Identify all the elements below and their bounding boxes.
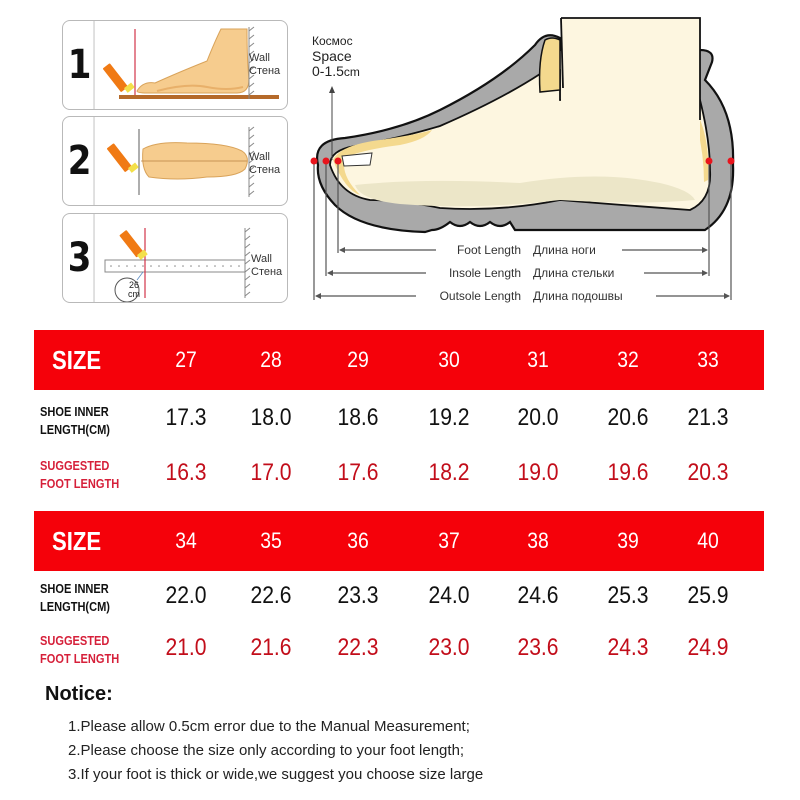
size-cell: 32 (617, 347, 639, 372)
inner-length-cell: 18.0 (250, 404, 292, 431)
foot-length-cell: 22.3 (337, 634, 379, 661)
foot-length-label-ru: Длина ноги (533, 243, 596, 257)
size-cell: 30 (438, 347, 460, 372)
inner-length-cell: 18.6 (337, 404, 379, 431)
measurement-badge-text: 26 cm (128, 280, 140, 299)
inner-length-cell: 17.3 (165, 404, 207, 431)
shoe-inner-length-label: SHOE INNER LENGTH(CM) (40, 404, 110, 437)
shoe-cross-section-diagram (300, 10, 750, 310)
inner-length-cell: 22.6 (250, 582, 292, 609)
measure-step-1 (62, 20, 288, 110)
inner-length-cell: 19.2 (428, 404, 470, 431)
step-number: 2 (66, 117, 95, 205)
suggested-foot-length-label: SUGGESTED FOOT LENGTH (40, 458, 120, 491)
insole-length-label-ru: Длина стельки (533, 266, 615, 280)
size-cell: 40 (697, 528, 719, 553)
step-number: 3 (66, 214, 95, 302)
pencil-icon (103, 63, 135, 93)
foot-length-cell: 24.3 (607, 634, 649, 661)
foot-length-label-en: Foot Length (456, 243, 521, 257)
size-cell: 38 (527, 528, 549, 553)
suggested-foot-length-label: SUGGESTED FOOT LENGTH (40, 633, 120, 666)
size-cell: 29 (347, 347, 369, 372)
size-cell: 31 (527, 347, 549, 372)
shoe-inner-length-label: SHOE INNER LENGTH(CM) (40, 581, 110, 614)
size-cell: 36 (347, 528, 369, 553)
size-cell: 37 (438, 528, 460, 553)
inner-length-cell: 24.6 (517, 582, 559, 609)
size-label: SIZE (52, 526, 102, 556)
foot-length-cell: 20.3 (687, 459, 729, 486)
size-cell: 33 (697, 347, 719, 372)
foot-length-cell: 19.0 (517, 459, 559, 486)
notice-item-2: 2.Please choose the size only according to your foot length; (68, 742, 465, 759)
inner-length-cell: 24.0 (428, 582, 470, 609)
size-cell: 35 (260, 528, 282, 553)
size-header-row-1 (34, 330, 764, 390)
size-cell: 28 (260, 347, 282, 372)
size-cell: 39 (617, 528, 639, 553)
inner-length-cell: 23.3 (337, 582, 379, 609)
inner-length-cell: 25.9 (687, 582, 729, 609)
wall-label: Wall Стена (249, 151, 281, 176)
foot-length-cell: 19.6 (607, 459, 649, 486)
size-label: SIZE (52, 345, 102, 375)
toe-space-label: Космос Space 0-1.5cm (312, 34, 360, 79)
foot-length-cell: 24.9 (687, 634, 729, 661)
measure-step-2 (62, 116, 288, 206)
foot-length-cell: 18.2 (428, 459, 470, 486)
foot-length-cell: 17.0 (250, 459, 292, 486)
foot-length-cell: 16.3 (165, 459, 207, 486)
step-number: 1 (66, 21, 95, 109)
wall-label: Wall Стена (251, 253, 283, 278)
notice-title: Notice: (45, 683, 113, 705)
inner-length-cell: 25.3 (607, 582, 649, 609)
inner-length-cell: 20.6 (607, 404, 649, 431)
insole-length-label-en: Insole Length (448, 266, 521, 280)
inner-length-cell: 22.0 (165, 582, 207, 609)
size-header-row-2 (34, 511, 764, 571)
foot-length-cell: 23.6 (517, 634, 559, 661)
foot-length-cell: 21.0 (165, 634, 207, 661)
outsole-length-label-ru: Длина подошвы (533, 289, 623, 303)
measure-step-3 (62, 213, 288, 303)
foot-length-cell: 17.6 (337, 459, 379, 486)
wall-label: Wall Стена (249, 52, 281, 77)
outsole-length-label-en: Outsole Length (439, 289, 521, 303)
size-cell: 34 (175, 528, 197, 553)
foot-length-cell: 21.6 (250, 634, 292, 661)
pencil-icon (119, 230, 148, 260)
inner-length-cell: 21.3 (687, 404, 729, 431)
notice-item-1: 1.Please allow 0.5cm error due to the Manual Measurement; (68, 718, 470, 735)
size-cell: 27 (175, 347, 197, 372)
pencil-icon (107, 143, 139, 173)
notice-item-3: 3.If your foot is thick or wide,we suggest you choose size large (68, 766, 484, 783)
foot-length-cell: 23.0 (428, 634, 470, 661)
inner-length-cell: 20.0 (517, 404, 559, 431)
